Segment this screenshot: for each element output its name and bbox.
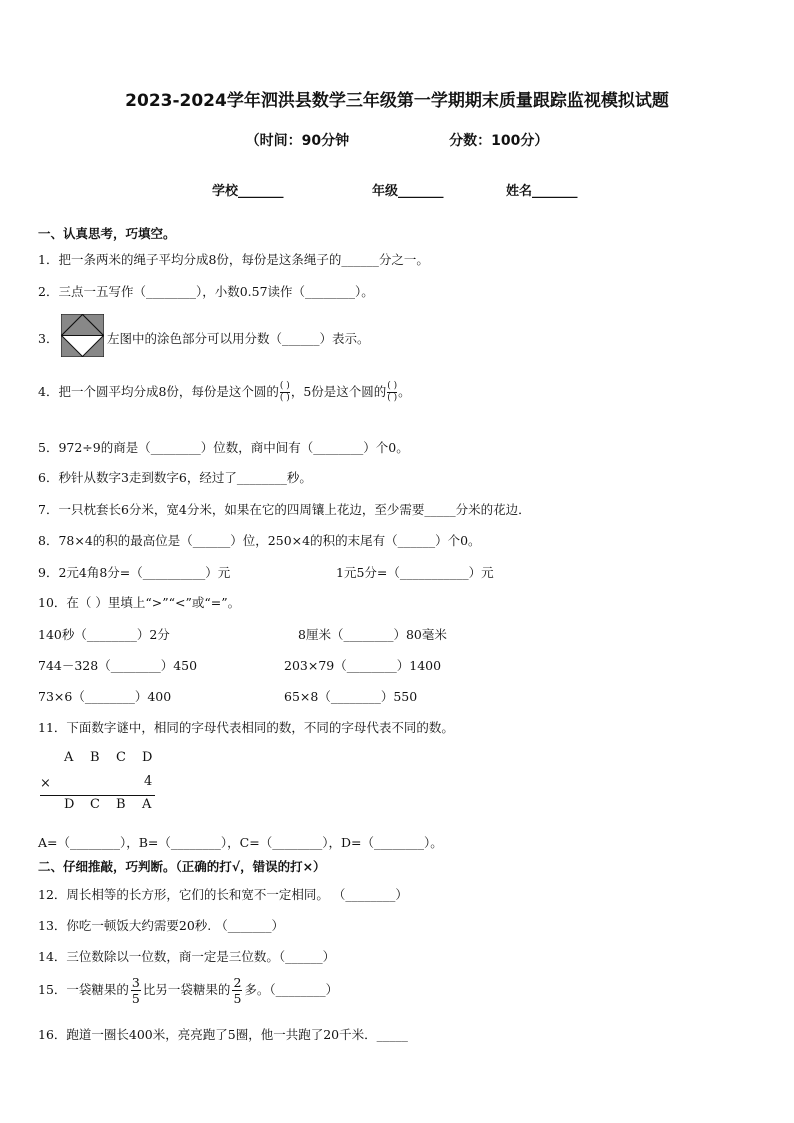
numerator: 3	[131, 975, 140, 990]
question-11-answers: A=（________），B=（________），C=（________），D=（________）。	[38, 835, 443, 850]
question-9-part-a: 9．2元4角8分=（__________）元	[38, 565, 231, 580]
digit-bottom-a: A	[142, 797, 152, 812]
question-16: 16．跑道一圈长400米，亮亮跑了5圈，他一共跑了20千米．_____	[38, 1027, 408, 1042]
exam-title: 2023-2024学年泗洪县数学三年级第一学期期末质量跟踪监视模拟试题	[125, 91, 669, 111]
digit-bottom-b: B	[116, 797, 126, 812]
question-1: 1．把一条两米的绳子平均分成8份，每份是这条绳子的______分之一。	[38, 252, 429, 267]
question-3-text: 左图中的涂色部分可以用分数（______）表示。	[107, 331, 370, 346]
denominator: 5	[131, 991, 140, 1006]
fraction-three-fifths	[131, 976, 141, 1005]
digit-top-b: B	[90, 750, 100, 765]
question-15-part-c: 多。（________）	[244, 982, 339, 997]
digit-top-a: A	[64, 750, 74, 765]
fraction-bottom: ( )	[279, 393, 290, 403]
fraction-blank-2[interactable]	[387, 382, 397, 403]
question-9-part-b: 1元5分=（___________）元	[336, 565, 494, 580]
question-10: 10．在（ ）里填上“>”“<”或“=”。	[38, 595, 241, 610]
question-4	[38, 382, 411, 403]
fraction-top: ( )	[387, 381, 398, 391]
compare-3: 744－328（________）450	[38, 658, 198, 673]
shaded-square-figure-icon	[61, 314, 104, 357]
section-2-title: 二、仔细推敲，巧判断。（正确的打√，错误的打×）	[38, 859, 326, 874]
compare-2: 8厘米（________）80毫米	[298, 627, 447, 642]
question-4-part-b: ，5份是这个圆的	[290, 384, 387, 399]
multiplier: 4	[144, 774, 153, 789]
question-15-part-b: 比另一袋糖果的	[142, 982, 231, 997]
multiplication-rule	[40, 795, 155, 796]
question-5: 5．972÷9的商是（________）位数，商中间有（________）个0。	[38, 440, 409, 455]
digit-top-d: D	[142, 750, 153, 765]
name-field[interactable]: 姓名_______	[506, 184, 578, 199]
question-13: 13．你吃一顿饭大约需要20秒. （_______）	[38, 918, 285, 933]
digit-bottom-c: C	[90, 797, 100, 812]
compare-1: 140秒（________）2分	[38, 627, 170, 642]
fraction-top: ( )	[279, 381, 290, 391]
section-1-title: 一、认真思考，巧填空。	[38, 226, 176, 241]
question-15-part-a: 15．一袋糖果的	[38, 982, 129, 997]
question-11: 11．下面数字谜中，相同的字母代表相同的数，不同的字母代表不同的数。	[38, 720, 454, 735]
compare-5: 73×6（________）400	[38, 689, 172, 704]
school-field[interactable]: 学校_______	[212, 184, 284, 199]
exam-subtitle	[0, 130, 794, 150]
question-7: 7．一只枕套长6分米，宽4分米，如果在它的四周镶上花边，至少需要_____分米的花边．	[38, 502, 531, 517]
grade-field[interactable]: 年级_______	[372, 184, 444, 199]
fraction-bottom: ( )	[387, 393, 398, 403]
question-14: 14．三位数除以一位数，商一定是三位数。（______）	[38, 949, 336, 964]
question-4-part-c: 。	[398, 384, 411, 399]
compare-4: 203×79（________）1400	[284, 658, 442, 673]
question-12: 12．周长相等的长方形，它们的长和宽不一定相同。 （________）	[38, 887, 408, 902]
time-info: （时间：90分钟	[245, 133, 350, 149]
denominator: 5	[233, 991, 242, 1006]
digit-top-c: C	[116, 750, 126, 765]
times-sign: ×	[40, 776, 51, 791]
question-6: 6．秒针从数字3走到数字6，经过了________秒。	[38, 470, 312, 485]
numerator: 2	[233, 975, 242, 990]
digit-bottom-d: D	[64, 797, 75, 812]
question-3-number: 3．	[38, 331, 59, 346]
fraction-blank-1[interactable]	[280, 382, 290, 403]
fraction-two-fifths	[232, 976, 242, 1005]
question-2: 2．三点一五写作（________），小数0.57读作（________）。	[38, 284, 374, 299]
compare-6: 65×8（________）550	[284, 689, 418, 704]
score-info: 分数：100分）	[449, 133, 549, 149]
question-8: 8．78×4的积的最高位是（______）位，250×4的积的末尾有（______）个0。	[38, 533, 481, 548]
question-4-part-a: 4．把一个圆平均分成8份，每份是这个圆的	[38, 384, 279, 399]
question-15	[38, 976, 338, 1005]
